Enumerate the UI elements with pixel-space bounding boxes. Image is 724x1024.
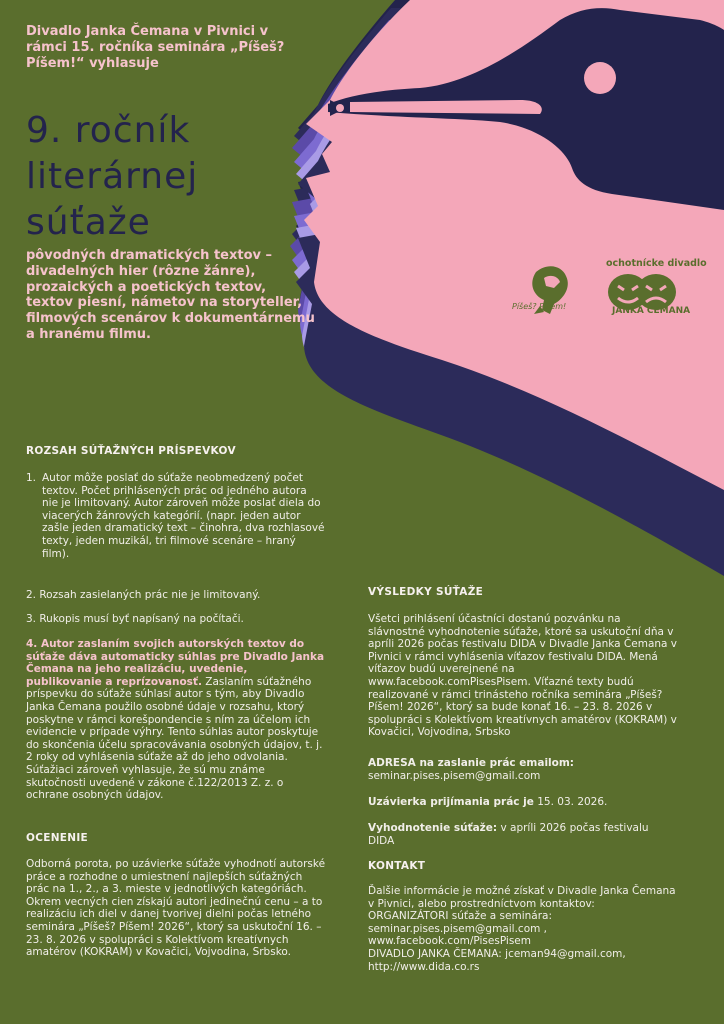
scope-item-4 bbox=[26, 638, 326, 802]
award-heading: OCENENIE bbox=[26, 832, 89, 844]
evaluation-label: Vyhodnotenie súťaže: bbox=[368, 822, 498, 834]
scope-item-2: 2. Rozsah zasielaných prác nie je limitovaný. bbox=[26, 589, 261, 601]
theatre-logo-bottom-text: JANKA ČEMANA bbox=[612, 306, 691, 316]
theatre-masks-logo-icon bbox=[608, 274, 676, 310]
scope-item-4-bold: 4. Autor zaslaním svojich autorských textov do súťaže dáva automaticky súhlas pre Divadlo Janka Čemana na jeho realizáciu, uvedenie, publikovanie a reprízovanosť. bbox=[26, 638, 325, 688]
title-line: literárnej bbox=[26, 156, 199, 197]
results-text: Všetci prihlásení účastníci dostanú pozvánku na slávnostné vyhodnotenie súťaže, ktoré sa uskutoční dňa v apríli 2026 počas festivalu DIDA v Divadle Janka Čemana v Pivnici v rámci vyhlásenia víťazov festivalu DIDA. Mená víťazov budú uverejnené na www.facebook.comPisesPisem. Víťazné texty budú realizované v rámci trinásteho ročníka seminára „Píšeš? Píšem! 2026“, ktorý sa bude konať 16. – 23. 8. 2026 v spolupráci s Kolektívom kreatívnych amatérov (KOKRAM) v Kovačici, Vojvodina, Srbsko bbox=[368, 613, 678, 739]
evaluation-value: v apríli 2026 počas festivalu DIDA bbox=[368, 822, 649, 847]
title-line: súťaže bbox=[26, 202, 151, 243]
evaluation-line bbox=[368, 822, 668, 847]
contact-website-link[interactable]: http://www.dida.co.rs bbox=[368, 960, 480, 973]
scope-item-1-number: 1. bbox=[26, 472, 37, 484]
intro-text: Divadlo Janka Čemana v Pivnici v rámci 15. ročníka seminára „Píšeš? Píšem!“ vyhlasuje bbox=[26, 24, 285, 71]
results-heading: VÝSLEDKY SÚŤAŽE bbox=[368, 586, 484, 598]
title-line: 9. ročník bbox=[26, 110, 191, 151]
contact-intro: Ďalšie informácie je možné získať v Divadle Janka Čemana v Pivnici, alebo prostredníctvom kontaktov: bbox=[368, 885, 676, 910]
contact-block bbox=[368, 885, 678, 973]
scope-item-1-text: Autor môže poslať do súťaže neobmedzený počet textov. Počet prihlásených prác od jedného autora nie je limitovaný. Autor zároveň môže poslať diela do viacerých žánrových kategórií. (napr. jeden autor zašle jeden dramatický text – činohra, dva rozhlasové texty, jeden muzikál, tri filmové scenáre – hraný film). bbox=[42, 472, 325, 560]
page-title bbox=[26, 108, 276, 246]
contact-organizers: ORGANIZÁTORI súťaže a seminára: bbox=[368, 910, 553, 923]
scope-heading: ROZSAH SÚŤAŽNÝCH PRÍSPEVKOV bbox=[26, 445, 236, 457]
theatre-logo-top-text: ochotnícke divadlo bbox=[606, 258, 707, 269]
scope-item-3: 3. Rukopis musí byť napísaný na počítači. bbox=[26, 613, 244, 625]
contact-email-link[interactable]: seminar.pises.pisem@gmail.com , bbox=[368, 922, 548, 935]
subtitle: pôvodných dramatických textov – divadelných hier (rôzne žánre), prozaických a poetických textov, textov piesní, námetov na storyteller, filmových scenárov k dokumentárnemu a hranému filmu. bbox=[26, 248, 315, 342]
contact-heading: KONTAKT bbox=[368, 860, 426, 872]
pises-pisem-logo-text: Píšeš? Píšem! bbox=[512, 302, 567, 311]
contact-theatre-email[interactable]: DIVADLO JANKA ČEMANA: jceman94@gmail.com, bbox=[368, 947, 626, 960]
address-label: ADRESA na zaslanie prác emailom: bbox=[368, 757, 575, 769]
scope-item-4-text: Zaslaním súťažného príspevku do súťaže súhlasí autor s tým, aby Divadlo Janka Čemana použilo osobné údaje v rozsahu, ktorý poskytne v rámci korešpondencie s ním za účelom ich evidencie v prípade výhry. Tento súhlas autor poskytuje do skončenia účelu spracovávania osobných údajov, t. j. 2 roky od vyhlásenia súťaže až do jeho odvolania. Súťažiaci zároveň vyhlasuje, že sú mu známe skutočnosti uvedené v zákone č.122/2013 Z. z. o ochrane osobných údajov. bbox=[26, 675, 323, 802]
address-block bbox=[368, 757, 678, 782]
deadline-value: 15. 03. 2026. bbox=[533, 796, 608, 808]
award-text: Odborná porota, po uzávierke súťaže vyhodnotí autorské práce a rozhodne o umiestnení najlepších súťažných prác na 1., 2., a 3. mieste v jednotlivých kategóriách. Okrem vecných cien získajú autori jedinečnú cenu – a to realizáciu ich diel v danej tvorivej dielni počas letného seminára „Píšeš? Píšem! 2026“, ktorý sa uskutoční 16. – 23. 8. 2026 v spolupráci s Kolektívom kreatívnych amatérov (KOKRAM) v Kovačici, Vojvodina, Srbsko. bbox=[26, 858, 326, 959]
contact-facebook-link[interactable]: www.facebook.com/PisesPisem bbox=[368, 935, 531, 948]
deadline-label: Uzávierka prijímania prác je bbox=[368, 796, 534, 808]
deadline-line bbox=[368, 796, 678, 809]
address-email[interactable]: seminar.pises.pisem@gmail.com bbox=[368, 769, 541, 782]
scope-item-1 bbox=[26, 472, 326, 560]
